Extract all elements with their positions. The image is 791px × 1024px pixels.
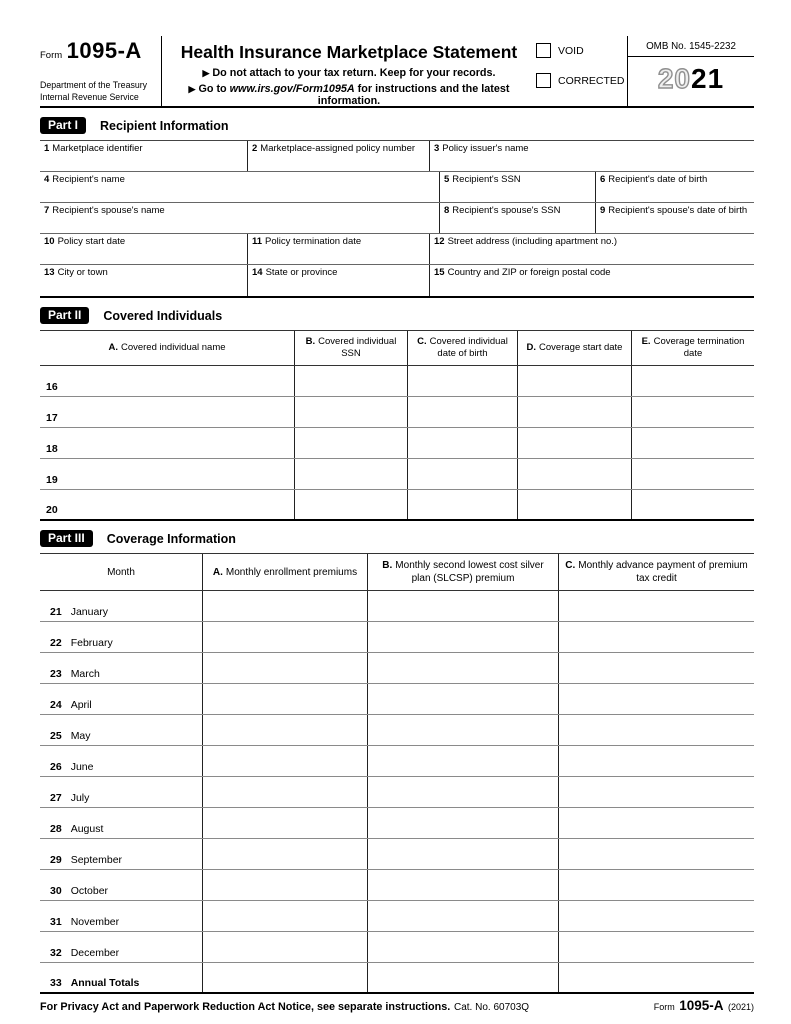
enrollment-premium-cell[interactable] xyxy=(203,746,368,776)
advance-payment-cell[interactable] xyxy=(559,715,754,745)
slcsp-premium-cell[interactable] xyxy=(368,870,559,900)
col-header-slcsp-premium: B. Monthly second lowest cost silver plan (SLCSP) premium xyxy=(368,554,559,590)
omb-number: OMB No. 1545-2232 xyxy=(628,36,754,57)
annual-totals-row xyxy=(40,963,754,994)
table-row xyxy=(40,265,754,296)
covered-ssn-cell[interactable] xyxy=(295,428,408,458)
covered-dob-cell[interactable] xyxy=(408,366,518,396)
enrollment-premium-cell[interactable] xyxy=(203,963,368,992)
advance-payment-cell[interactable] xyxy=(559,777,754,807)
coverage-information-table xyxy=(40,553,754,994)
slcsp-premium-cell[interactable] xyxy=(368,839,559,869)
slcsp-premium-cell[interactable] xyxy=(368,777,559,807)
checkbox-block xyxy=(536,36,628,106)
recipient-info-table xyxy=(40,140,754,298)
slcsp-premium-cell[interactable] xyxy=(368,808,559,838)
slcsp-premium-cell[interactable] xyxy=(368,901,559,931)
void-label: VOID xyxy=(558,44,584,57)
part2-badge: Part II xyxy=(40,307,89,324)
table-row xyxy=(40,203,754,234)
coverage-start-cell[interactable] xyxy=(518,366,632,396)
field-recipient-dob[interactable]: 6 Recipient's date of birth xyxy=(600,174,708,185)
footer-form-id: Form 1095-A (2021) xyxy=(653,998,754,1013)
month-cell: 30 October xyxy=(40,870,203,900)
advance-payment-cell[interactable] xyxy=(559,653,754,683)
month-cell: 32 December xyxy=(40,932,203,962)
covered-dob-cell[interactable] xyxy=(408,397,518,427)
part2-title: Covered Individuals xyxy=(103,308,223,323)
month-row-february xyxy=(40,622,754,653)
month-cell: 23 March xyxy=(40,653,203,683)
field-recipient-name[interactable]: 4 Recipient's name xyxy=(40,172,440,202)
advance-payment-cell[interactable] xyxy=(559,870,754,900)
slcsp-premium-cell[interactable] xyxy=(368,684,559,714)
part3-badge: Part III xyxy=(40,530,93,547)
enrollment-premium-cell[interactable] xyxy=(203,591,368,621)
col-header-ssn: B. Covered individual SSN xyxy=(295,331,408,365)
field-spouse-dob[interactable]: 9 Recipient's spouse's date of birth xyxy=(600,205,748,216)
corrected-checkbox[interactable] xyxy=(536,73,551,88)
month-row-december xyxy=(40,932,754,963)
covered-name-cell[interactable]: 17 xyxy=(40,397,295,427)
month-row-november xyxy=(40,901,754,932)
covered-individual-row xyxy=(40,397,754,428)
enrollment-premium-cell[interactable] xyxy=(203,777,368,807)
month-row-august xyxy=(40,808,754,839)
covered-ssn-cell[interactable] xyxy=(295,366,408,396)
month-cell: 21 January xyxy=(40,591,203,621)
advance-payment-cell[interactable] xyxy=(559,746,754,776)
void-row xyxy=(536,43,627,58)
covered-individual-row xyxy=(40,428,754,459)
covered-individuals-header xyxy=(40,330,754,366)
tax-year: 2021 xyxy=(657,63,725,94)
title-block xyxy=(162,36,536,106)
instruction-line-1: ▶ Do not attach to your tax return. Keep for your records. xyxy=(202,67,496,79)
coverage-header xyxy=(40,553,754,591)
covered-ssn-cell[interactable] xyxy=(295,397,408,427)
month-row-september xyxy=(40,839,754,870)
form-number-block xyxy=(40,36,162,106)
field-city[interactable]: 13 City or town xyxy=(40,265,248,296)
coverage-termination-cell[interactable] xyxy=(632,490,754,519)
col-header-name: A. Covered individual name xyxy=(40,331,295,365)
field-marketplace-identifier[interactable]: 1 Marketplace identifier xyxy=(40,141,248,171)
catalog-number: Cat. No. 60703Q xyxy=(454,1002,530,1013)
part3-heading xyxy=(40,529,754,548)
omb-block xyxy=(628,36,754,106)
month-cell: 33 Annual Totals xyxy=(40,963,203,992)
covered-individuals-table xyxy=(40,330,754,521)
field-policy-start-date[interactable]: 10 Policy start date xyxy=(40,234,248,264)
field-spouse-ssn[interactable]: 8 Recipient's spouse's SSN xyxy=(440,203,596,233)
form-title: Health Insurance Marketplace Statement xyxy=(180,42,518,62)
part1-title: Recipient Information xyxy=(100,118,229,133)
col-header-termination: E. Coverage termination date xyxy=(641,336,745,359)
month-cell: 24 April xyxy=(40,684,203,714)
field-issuer-name[interactable]: 3 Policy issuer's name xyxy=(434,143,529,154)
coverage-termination-cell[interactable] xyxy=(632,428,754,458)
advance-payment-cell[interactable] xyxy=(559,622,754,652)
enrollment-premium-cell[interactable] xyxy=(203,932,368,962)
month-cell: 31 November xyxy=(40,901,203,931)
covered-name-cell[interactable]: 20 xyxy=(40,490,295,519)
form-footer xyxy=(40,997,754,1015)
form-number-value: 1095-A xyxy=(66,38,142,63)
advance-payment-cell[interactable] xyxy=(559,808,754,838)
month-row-april xyxy=(40,684,754,715)
covered-individual-row xyxy=(40,490,754,521)
month-row-june xyxy=(40,746,754,777)
enrollment-premium-cell[interactable] xyxy=(203,684,368,714)
slcsp-premium-cell[interactable] xyxy=(368,622,559,652)
table-row xyxy=(40,141,754,172)
field-policy-termination-date[interactable]: 11 Policy termination date xyxy=(248,234,430,264)
month-cell: 22 February xyxy=(40,622,203,652)
privacy-act-notice: For Privacy Act and Paperwork Reduction Act Notice, see separate instructions. xyxy=(40,1001,451,1013)
corrected-row xyxy=(536,73,627,88)
form-word: Form xyxy=(40,50,63,61)
month-row-january xyxy=(40,591,754,622)
part2-heading xyxy=(40,306,754,325)
covered-individual-row xyxy=(40,459,754,490)
coverage-start-cell[interactable] xyxy=(518,490,632,519)
month-row-july xyxy=(40,777,754,808)
month-cell: 29 September xyxy=(40,839,203,869)
advance-payment-cell[interactable] xyxy=(559,932,754,962)
table-row xyxy=(40,172,754,203)
advance-payment-cell[interactable] xyxy=(559,684,754,714)
enrollment-premium-cell[interactable] xyxy=(203,901,368,931)
slcsp-premium-cell[interactable] xyxy=(368,591,559,621)
field-state[interactable]: 14 State or province xyxy=(248,265,430,296)
covered-name-cell[interactable]: 19 xyxy=(40,459,295,489)
slcsp-premium-cell[interactable] xyxy=(368,715,559,745)
covered-ssn-cell[interactable] xyxy=(295,490,408,519)
coverage-termination-cell[interactable] xyxy=(632,366,754,396)
part1-badge: Part I xyxy=(40,117,86,134)
form-number xyxy=(40,38,157,64)
month-row-march xyxy=(40,653,754,684)
coverage-start-cell[interactable] xyxy=(518,459,632,489)
agency-name: Department of the Treasury Internal Revenue Service xyxy=(40,80,148,102)
month-cell: 26 June xyxy=(40,746,203,776)
enrollment-premium-cell[interactable] xyxy=(203,870,368,900)
field-policy-number[interactable]: 2 Marketplace-assigned policy number xyxy=(248,141,430,171)
field-spouse-name[interactable]: 7 Recipient's spouse's name xyxy=(40,203,440,233)
field-recipient-ssn[interactable]: 5 Recipient's SSN xyxy=(440,172,596,202)
enrollment-premium-cell[interactable] xyxy=(203,715,368,745)
advance-payment-cell[interactable] xyxy=(559,839,754,869)
void-checkbox[interactable] xyxy=(536,43,551,58)
covered-name-cell[interactable]: 18 xyxy=(40,428,295,458)
month-cell: 27 July xyxy=(40,777,203,807)
slcsp-premium-cell[interactable] xyxy=(368,932,559,962)
part3-title: Coverage Information xyxy=(106,531,236,546)
month-cell: 25 May xyxy=(40,715,203,745)
col-header-advance-payment: C. Monthly advance payment of premium tax credit xyxy=(565,560,748,584)
enrollment-premium-cell[interactable] xyxy=(203,839,368,869)
covered-dob-cell[interactable] xyxy=(408,490,518,519)
enrollment-premium-cell[interactable] xyxy=(203,808,368,838)
coverage-termination-cell[interactable] xyxy=(632,459,754,489)
advance-payment-cell[interactable] xyxy=(559,901,754,931)
advance-payment-cell[interactable] xyxy=(559,963,754,992)
coverage-start-cell[interactable] xyxy=(518,397,632,427)
enrollment-premium-cell[interactable] xyxy=(203,653,368,683)
advance-payment-cell[interactable] xyxy=(559,591,754,621)
col-header-start: D. Coverage start date xyxy=(518,331,632,365)
month-row-may xyxy=(40,715,754,746)
field-country-zip[interactable]: 15 Country and ZIP or foreign postal code xyxy=(434,267,611,278)
enrollment-premium-cell[interactable] xyxy=(203,622,368,652)
month-cell: 28 August xyxy=(40,808,203,838)
covered-dob-cell[interactable] xyxy=(408,459,518,489)
corrected-label: CORRECTED xyxy=(558,74,625,87)
col-header-month: Month xyxy=(40,554,203,590)
month-row-october xyxy=(40,870,754,901)
part1-heading xyxy=(40,116,754,135)
coverage-termination-cell[interactable] xyxy=(632,397,754,427)
irs-url-link[interactable]: www.irs.gov/Form1095A xyxy=(229,83,355,95)
covered-dob-cell[interactable] xyxy=(408,428,518,458)
form-header xyxy=(40,36,754,108)
instruction-line-2: ▶ Go to www.irs.gov/Form1095A for instructions and the latest information. xyxy=(188,83,510,107)
col-header-dob: C. Covered individual date of birth xyxy=(408,331,518,365)
coverage-start-cell[interactable] xyxy=(518,428,632,458)
covered-ssn-cell[interactable] xyxy=(295,459,408,489)
covered-name-cell[interactable]: 16 xyxy=(40,366,295,396)
slcsp-premium-cell[interactable] xyxy=(368,653,559,683)
slcsp-premium-cell[interactable] xyxy=(368,963,559,992)
arrow-icon: ▶ xyxy=(188,84,196,94)
slcsp-premium-cell[interactable] xyxy=(368,746,559,776)
arrow-icon: ▶ xyxy=(202,68,210,78)
col-header-enrollment-premiums: A. Monthly enrollment premiums xyxy=(203,554,368,590)
covered-individual-row xyxy=(40,366,754,397)
table-row xyxy=(40,234,754,265)
field-street-address[interactable]: 12 Street address (including apartment no.) xyxy=(434,236,618,247)
